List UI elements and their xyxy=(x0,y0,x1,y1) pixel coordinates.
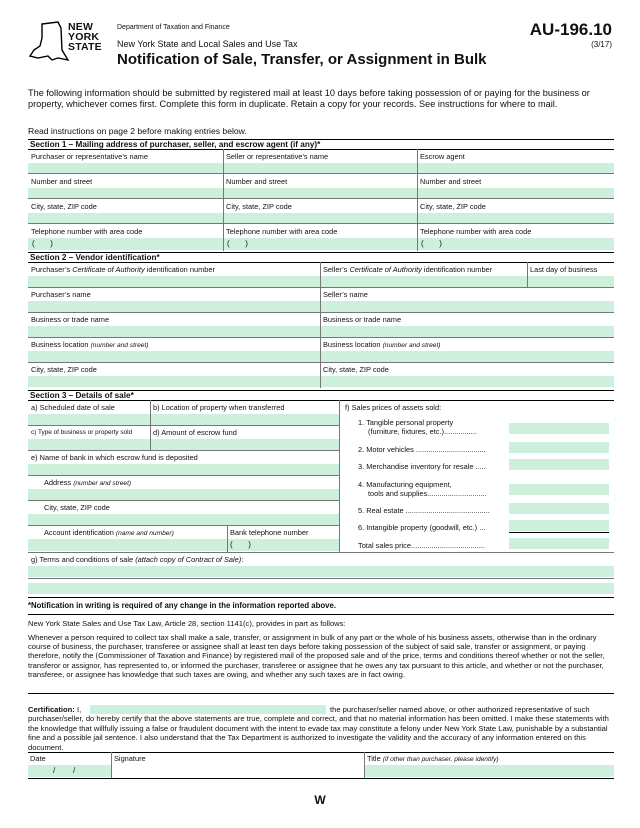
seller-street-field[interactable] xyxy=(224,188,417,198)
purchaser-name2-field[interactable] xyxy=(28,301,320,312)
footer-mark: W xyxy=(314,793,326,807)
divider xyxy=(28,450,339,451)
department-name: Department of Taxation and Finance xyxy=(117,24,230,31)
seller-trade-field[interactable] xyxy=(321,326,614,337)
escrow-city-field[interactable] xyxy=(418,213,614,223)
divider xyxy=(28,400,614,401)
last-day-label: Last day of business xyxy=(530,265,598,274)
last-day-field[interactable] xyxy=(528,276,614,287)
divider xyxy=(28,475,339,476)
divider xyxy=(28,312,614,313)
divider xyxy=(111,752,112,778)
purchaser-name-label: Purchaser or representative’s name xyxy=(31,152,148,161)
account-id-field[interactable] xyxy=(28,539,227,551)
form-number: AU-196.10 xyxy=(529,20,612,39)
real-estate-label: 5. Real estate ......................................... xyxy=(358,506,490,515)
terms-label: g) Terms and conditions of sale (attach copy of Contract of Sale): xyxy=(31,555,244,564)
purchaser-location-label: Business location (number and street) xyxy=(31,340,149,349)
sale-date-label: a) Scheduled date of sale xyxy=(31,403,115,412)
divider xyxy=(28,614,614,615)
seller-cert-field[interactable] xyxy=(321,276,527,287)
purchaser-phone-label: Telephone number with area code xyxy=(31,227,143,236)
divider xyxy=(28,500,339,501)
purchaser-city2-field[interactable] xyxy=(28,376,320,387)
intangible-field[interactable] xyxy=(509,520,609,531)
law-citation: New York State Sales and Use Tax Law, Article 28, section 1141(c), provides in part as follows: xyxy=(28,619,346,628)
purchaser-city-field[interactable] xyxy=(28,213,223,223)
tangible-label-2: (furniture, fixtures, etc.)................ xyxy=(368,427,477,436)
law-text: Whenever a person required to collect tax shall make a sale, transfer, or assignment in bulk of any part or the whole of his business assets, otherwise than in the ordinary course of business, the purchaser, transferee or assignee shall at least ten days before taking possession of the subject of said sale, transfer or assignment, or paying therefore, notify the (Commissioner of Taxation and Finance) by registered mail of the proposed sale and of the price, terms and conditions thereof whether or not the seller, transferor or assignor, has represented to, or informed the purchaser, transferee or assignee that he owes any tax pursuant to this article, and whether or not the purchaser, transferee, or assignee has knowledge that such taxes are owing, and whether any such taxes are in fact owing. xyxy=(28,633,605,679)
tangible-label-1: 1. Tangible personal property xyxy=(358,418,454,427)
certification-line-rest: the purchaser/seller named above, or other authorized representative of such xyxy=(330,705,590,714)
escrow-amount-field[interactable] xyxy=(151,439,339,450)
terms-field-1[interactable] xyxy=(28,566,614,577)
seller-city2-label: City, state, ZIP code xyxy=(323,365,389,374)
certification-line: Certification: I, xyxy=(28,705,82,714)
divider xyxy=(28,173,614,174)
sales-prices-label: f) Sales prices of assets sold: xyxy=(345,403,442,412)
signature-label: Signature xyxy=(114,754,146,763)
purchaser-cert-label: Purchaser’s Certificate of Authority identification number xyxy=(31,265,215,274)
notification-note: *Notification in writing is required of any change in the information reported above. xyxy=(28,601,337,610)
real-estate-field[interactable] xyxy=(509,503,609,514)
divider xyxy=(28,752,614,753)
seller-city-label: City, state, ZIP code xyxy=(226,202,292,211)
escrow-street-label: Number and street xyxy=(420,177,482,186)
terms-field-2[interactable] xyxy=(28,583,614,594)
purchaser-city-label: City, state, ZIP code xyxy=(31,202,97,211)
divider xyxy=(28,693,614,694)
total-field[interactable] xyxy=(509,538,609,549)
purchaser-city2-label: City, state, ZIP code xyxy=(31,365,97,374)
title-field[interactable] xyxy=(365,765,614,777)
motor-vehicles-field[interactable] xyxy=(509,442,609,453)
purchaser-phone-field[interactable] xyxy=(28,238,223,250)
bank-name-field[interactable] xyxy=(28,464,339,475)
intro-text: The following information should be submitted by registered mail at least 10 days before taking possession of or paying for the business or property, whichever comes first. Complete this form in duplicate. Retain a copy for your records. See instructions for where to mail. xyxy=(28,88,590,110)
bank-address-field[interactable] xyxy=(28,489,339,500)
divider xyxy=(28,778,614,779)
divider xyxy=(28,578,614,579)
seller-name2-field[interactable] xyxy=(321,301,614,312)
escrow-amount-label: d) Amount of escrow fund xyxy=(153,428,237,437)
read-instructions: Read instructions on page 2 before making entries below. xyxy=(28,126,247,136)
seller-area-code: ( ) xyxy=(227,239,248,248)
property-location-field[interactable] xyxy=(151,414,339,425)
escrow-phone-field[interactable] xyxy=(418,238,614,250)
bank-city-field[interactable] xyxy=(28,514,339,525)
form-title: Notification of Sale, Transfer, or Assignment in Bulk xyxy=(117,51,487,68)
nys-logo xyxy=(28,20,108,72)
bank-city-label: City, state, ZIP code xyxy=(44,503,110,512)
bank-address-label: Address (number and street) xyxy=(44,478,132,487)
account-id-label: Account identification (name and number) xyxy=(44,528,174,537)
escrow-street-field[interactable] xyxy=(418,188,614,198)
seller-location-field[interactable] xyxy=(321,351,614,362)
form-revision: (3/17) xyxy=(591,40,612,49)
business-type-field[interactable] xyxy=(28,439,150,450)
equipment-label-2: tools and supplies............................. xyxy=(368,489,487,498)
certification-text: purchaser/seller, do hereby certify that the above statements are true, complete and correct, and that no material information has been omitted. I make these statements with the knowledge that willfully issuing a false or fraudulent document with the intent to evade tax may constitute a felony under New York State Law, punishable by a substantial fine and a possible jail sentence. I also understand that the Tax Department is authorized to investigate the validity and the accuracy of any information entered on this document. xyxy=(28,714,609,752)
property-location-label: b) Location of property when transferred xyxy=(153,403,285,412)
section3-header: Section 3 – Details of sale* xyxy=(28,390,614,400)
divider xyxy=(28,552,614,553)
intangible-label: 6. Intangible property (goodwill, etc.) ... xyxy=(358,523,486,532)
seller-street-label: Number and street xyxy=(226,177,288,186)
escrow-area-code: ( ) xyxy=(421,239,442,248)
seller-name-label: Seller or representative’s name xyxy=(226,152,329,161)
purchaser-street-label: Number and street xyxy=(31,177,93,186)
seller-trade-label: Business or trade name xyxy=(323,315,402,324)
divider xyxy=(28,149,614,150)
divider xyxy=(28,287,614,288)
logo-text: NEW YORK STATE xyxy=(68,21,102,53)
purchaser-name2-label: Purchaser’s name xyxy=(31,290,91,299)
escrow-agent-field[interactable] xyxy=(418,163,614,173)
seller-name-field[interactable] xyxy=(224,163,417,173)
title-label: Title (if other than purchaser, please identify) xyxy=(367,754,499,763)
bank-phone-label: Bank telephone number xyxy=(230,528,309,537)
bank-name-label: e) Name of bank in which escrow fund is deposited xyxy=(31,453,198,462)
seller-cert-label: Seller’s Certificate of Authority identification number xyxy=(323,265,493,274)
total-label: Total sales price.................................... xyxy=(358,541,485,550)
escrow-phone-label: Telephone number with area code xyxy=(420,227,532,236)
equipment-field[interactable] xyxy=(509,484,609,495)
merchandise-field[interactable] xyxy=(509,459,609,470)
purchaser-trade-label: Business or trade name xyxy=(31,315,110,324)
section2-header: Section 2 – Vendor identification* xyxy=(28,252,614,262)
escrow-city-label: City, state, ZIP code xyxy=(420,202,486,211)
section3-bottom-rule xyxy=(28,597,614,598)
business-type-label: c) Type of business or property sold xyxy=(31,429,133,436)
seller-city2-field[interactable] xyxy=(321,376,614,387)
purchaser-cert-field[interactable] xyxy=(28,276,320,287)
equipment-label-1: 4. Manufacturing equipment, xyxy=(358,480,452,489)
date-slashes: / / xyxy=(53,766,76,775)
divider xyxy=(339,400,340,552)
section1-header: Section 1 – Mailing address of purchaser, seller, and escrow agent (if any)* xyxy=(28,139,614,149)
motor-vehicles-label: 2. Motor vehicles .................................. xyxy=(358,445,486,454)
agency-line: New York State and Local Sales and Use Tax xyxy=(117,39,298,49)
divider xyxy=(28,223,614,224)
purchaser-trade-field[interactable] xyxy=(28,326,320,337)
purchaser-street-field[interactable] xyxy=(28,188,223,198)
date-label: Date xyxy=(30,754,46,763)
purchaser-name-field[interactable] xyxy=(28,163,223,173)
purchaser-location-field[interactable] xyxy=(28,351,320,362)
divider xyxy=(28,362,614,363)
divider xyxy=(28,337,614,338)
tangible-amount-field[interactable] xyxy=(509,423,609,434)
seller-name2-label: Seller’s name xyxy=(323,290,368,299)
seller-location-label: Business location (number and street) xyxy=(323,340,441,349)
total-underline xyxy=(509,532,609,533)
bank-area-code: ( ) xyxy=(230,540,251,549)
divider xyxy=(28,425,339,426)
purchaser-area-code: ( ) xyxy=(32,239,53,248)
sale-date-field[interactable] xyxy=(28,414,150,425)
seller-city-field[interactable] xyxy=(224,213,417,223)
seller-phone-label: Telephone number with area code xyxy=(226,227,338,236)
seller-phone-field[interactable] xyxy=(224,238,417,250)
certifier-name-field[interactable] xyxy=(90,705,326,714)
escrow-agent-label: Escrow agent xyxy=(420,152,465,161)
state-outline-icon xyxy=(28,20,72,70)
divider xyxy=(28,198,614,199)
merchandise-label: 3. Merchandise inventory for resale ..... xyxy=(358,462,486,471)
divider xyxy=(28,525,339,526)
